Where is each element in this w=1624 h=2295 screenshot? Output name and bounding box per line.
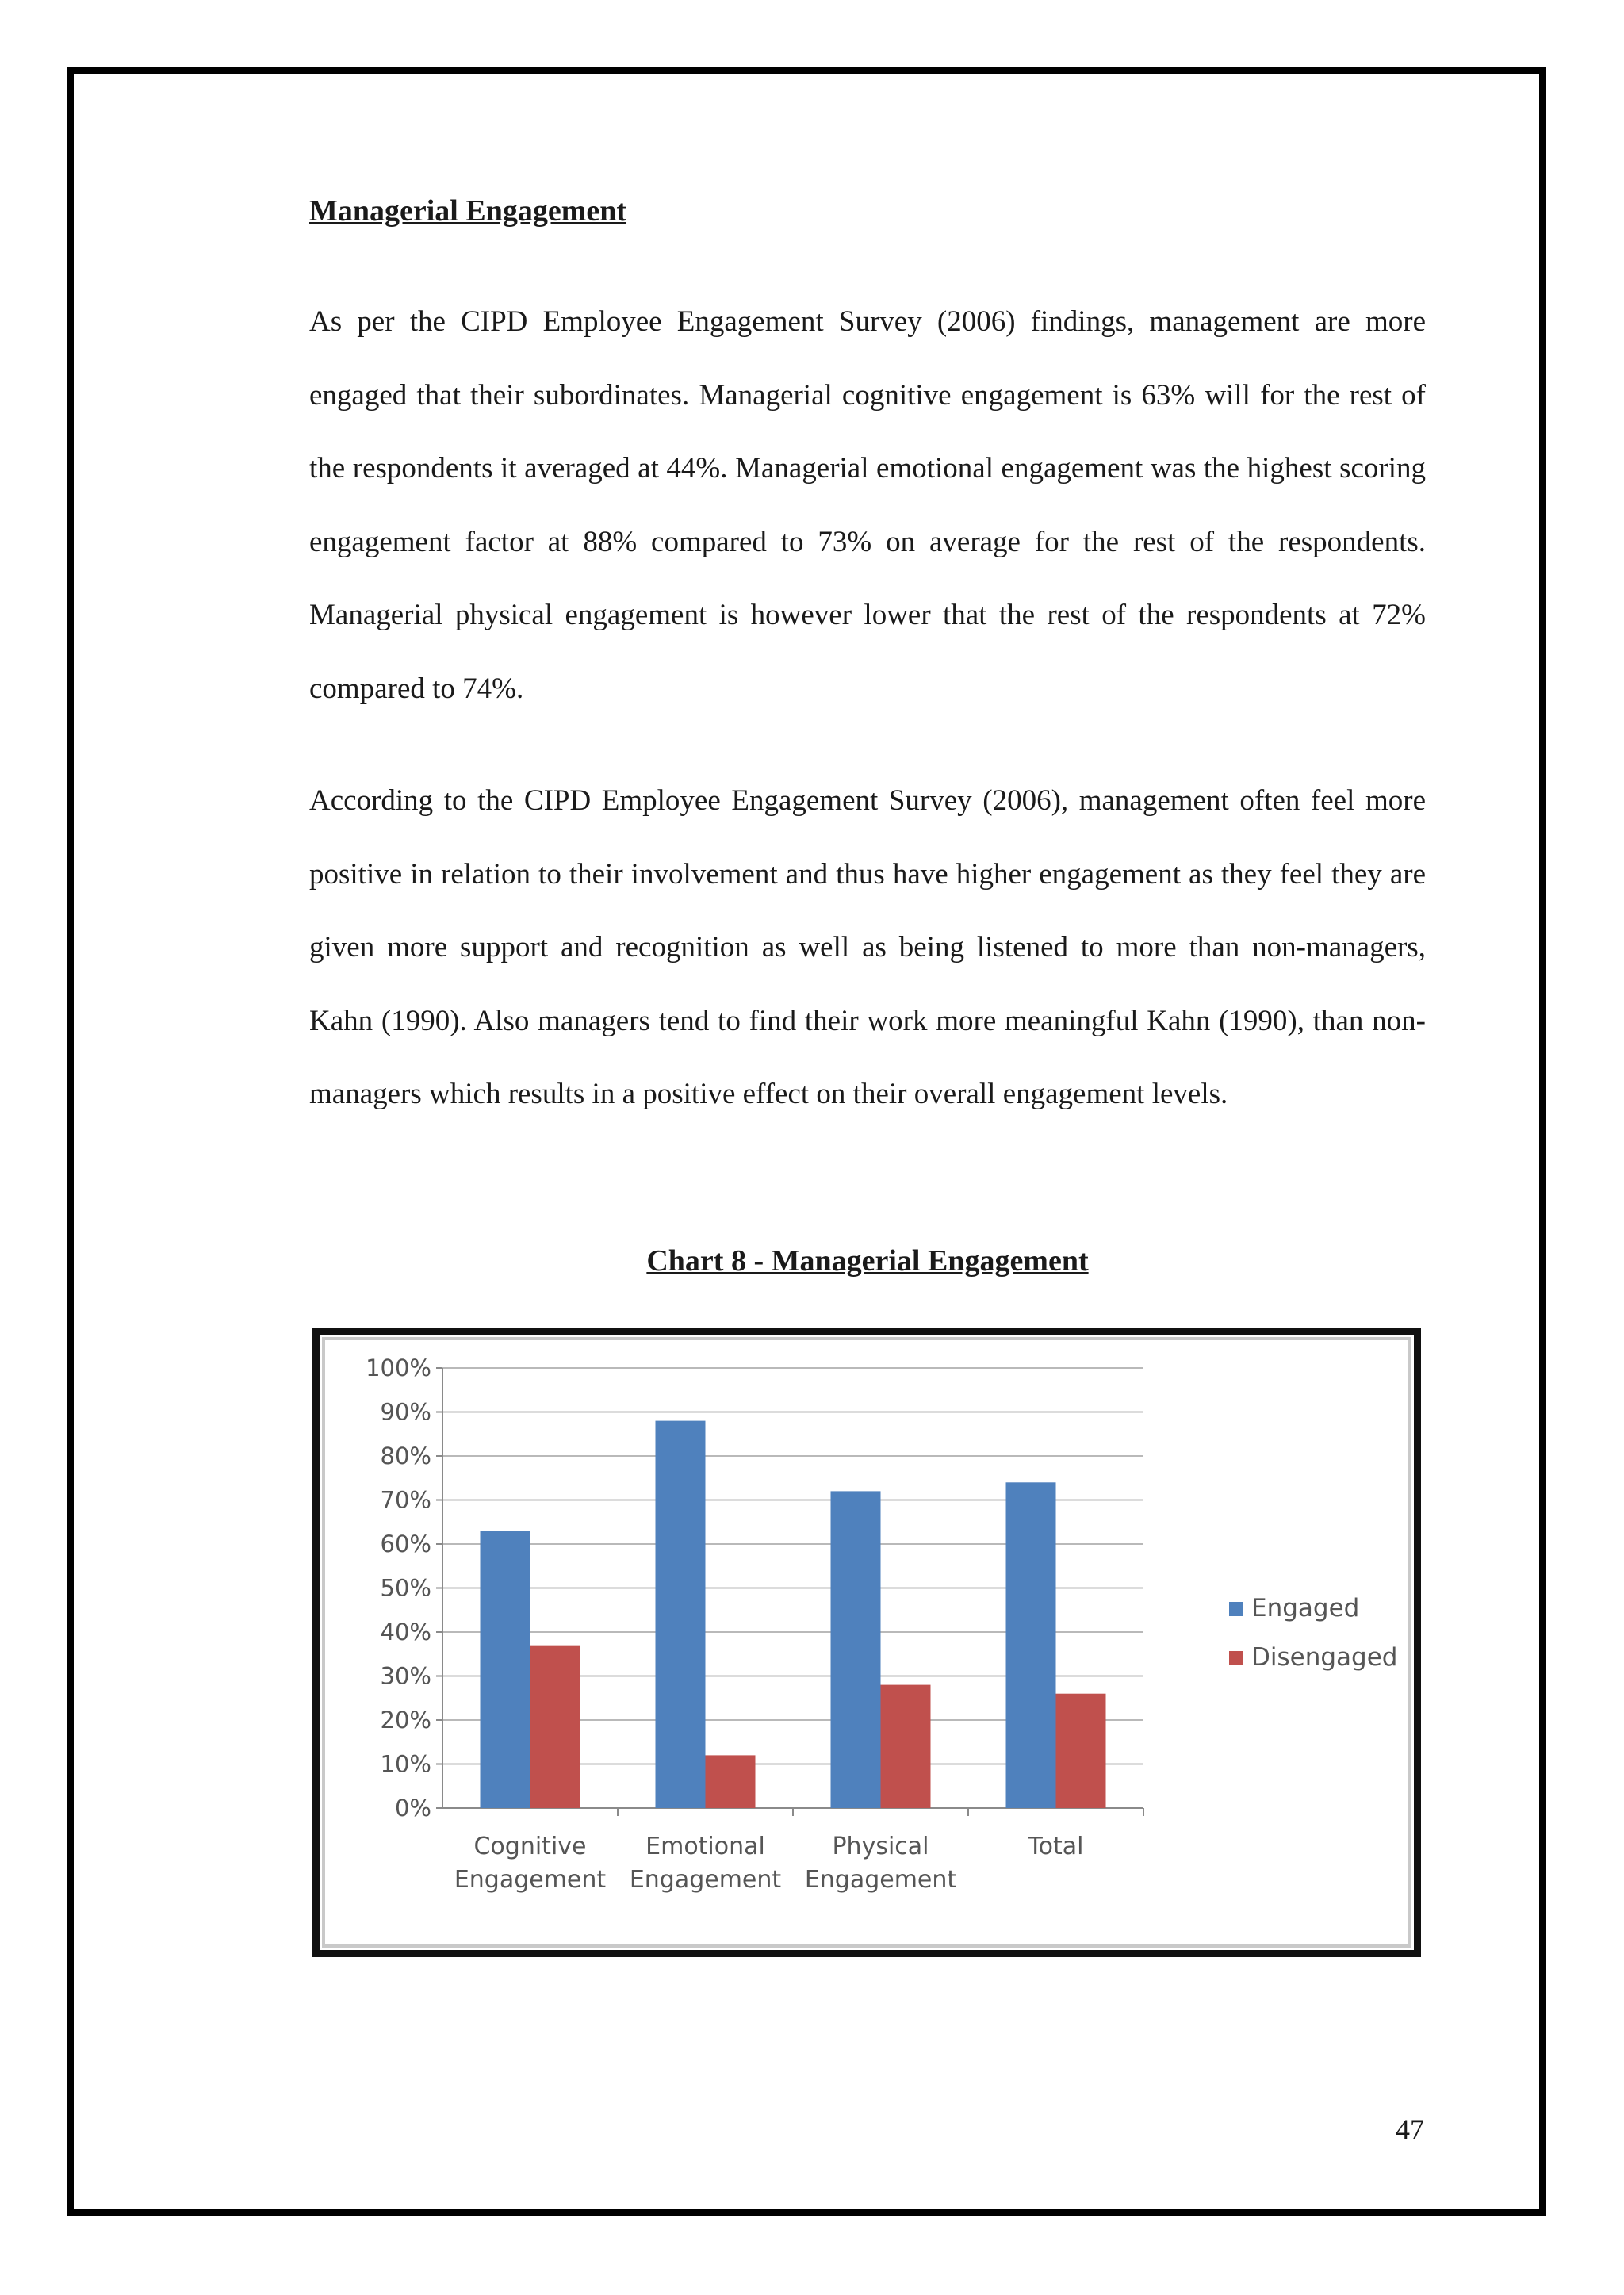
- page-number: 47: [1396, 2113, 1424, 2145]
- x-tick-label: Emotional: [645, 1833, 765, 1860]
- y-tick-label: 80%: [380, 1443, 431, 1469]
- x-tick-label: Engagement: [804, 1866, 957, 1894]
- y-tick-label: 90%: [380, 1398, 431, 1426]
- y-tick-label: 10%: [380, 1750, 431, 1778]
- y-tick-label: 0%: [394, 1795, 431, 1822]
- chart-caption: [309, 1243, 1426, 1278]
- legend-label-disengaged: Disengaged: [1251, 1643, 1398, 1672]
- paragraph-2: According to the CIPD Employee Engagement Survey (2006), management often feel more positive in relation to their involvement and thus have higher engagement as they feel they are given more support and recognition as well as being listened to more than non-managers, Kahn (1990). Also managers tend to find their work more meaningful Kahn (1990), than non-managers which results in a positive effect on their overall engagement levels.: [309, 784, 1426, 1110]
- legend-label-engaged: Engaged: [1251, 1594, 1360, 1623]
- x-tick-label: Physical: [832, 1833, 929, 1860]
- bar-engaged: [656, 1421, 706, 1808]
- y-tick-label: 30%: [380, 1662, 431, 1690]
- bar-disengaged: [881, 1685, 931, 1808]
- bar-disengaged: [1056, 1694, 1106, 1808]
- legend-swatch-engaged: [1229, 1602, 1243, 1616]
- paragraph-1: As per the CIPD Employee Engagement Survey (2006) findings, management are more engaged that their subordinates. Managerial cognitive engagement is 63% will for the rest of the respondents it averaged at 44%. Managerial emotional engagement was the highest scoring engagement factor at 88% compared to 73% on average for the rest of the respondents. Managerial physical engagement is however lower that the rest of the respondents at 72% compared to 74%.: [309, 305, 1426, 705]
- chart-inner-border: [322, 1337, 1411, 1948]
- y-tick-label: 40%: [380, 1619, 431, 1646]
- legend-swatch-disengaged: [1229, 1651, 1243, 1665]
- chart-caption-text: Chart 8 - Managerial Engagement: [646, 1244, 1089, 1278]
- x-tick-label: Total: [1028, 1833, 1084, 1860]
- bar-engaged: [831, 1491, 881, 1808]
- bar-disengaged: [706, 1755, 756, 1808]
- y-tick-label: 100%: [366, 1354, 431, 1381]
- chart-frame: [312, 1328, 1421, 1957]
- y-tick-label: 70%: [380, 1486, 431, 1514]
- x-tick-label: Engagement: [454, 1866, 607, 1894]
- bar-engaged: [481, 1531, 530, 1808]
- x-tick-label: Cognitive: [473, 1833, 587, 1860]
- bar-chart: [325, 1340, 1408, 1944]
- y-tick-label: 60%: [380, 1531, 431, 1557]
- bar-engaged: [1006, 1482, 1056, 1808]
- y-tick-label: 20%: [380, 1707, 431, 1734]
- x-tick-label: Engagement: [629, 1866, 782, 1894]
- bar-disengaged: [530, 1646, 580, 1808]
- y-tick-label: 50%: [380, 1574, 431, 1602]
- section-heading: Managerial Engagement: [309, 194, 627, 228]
